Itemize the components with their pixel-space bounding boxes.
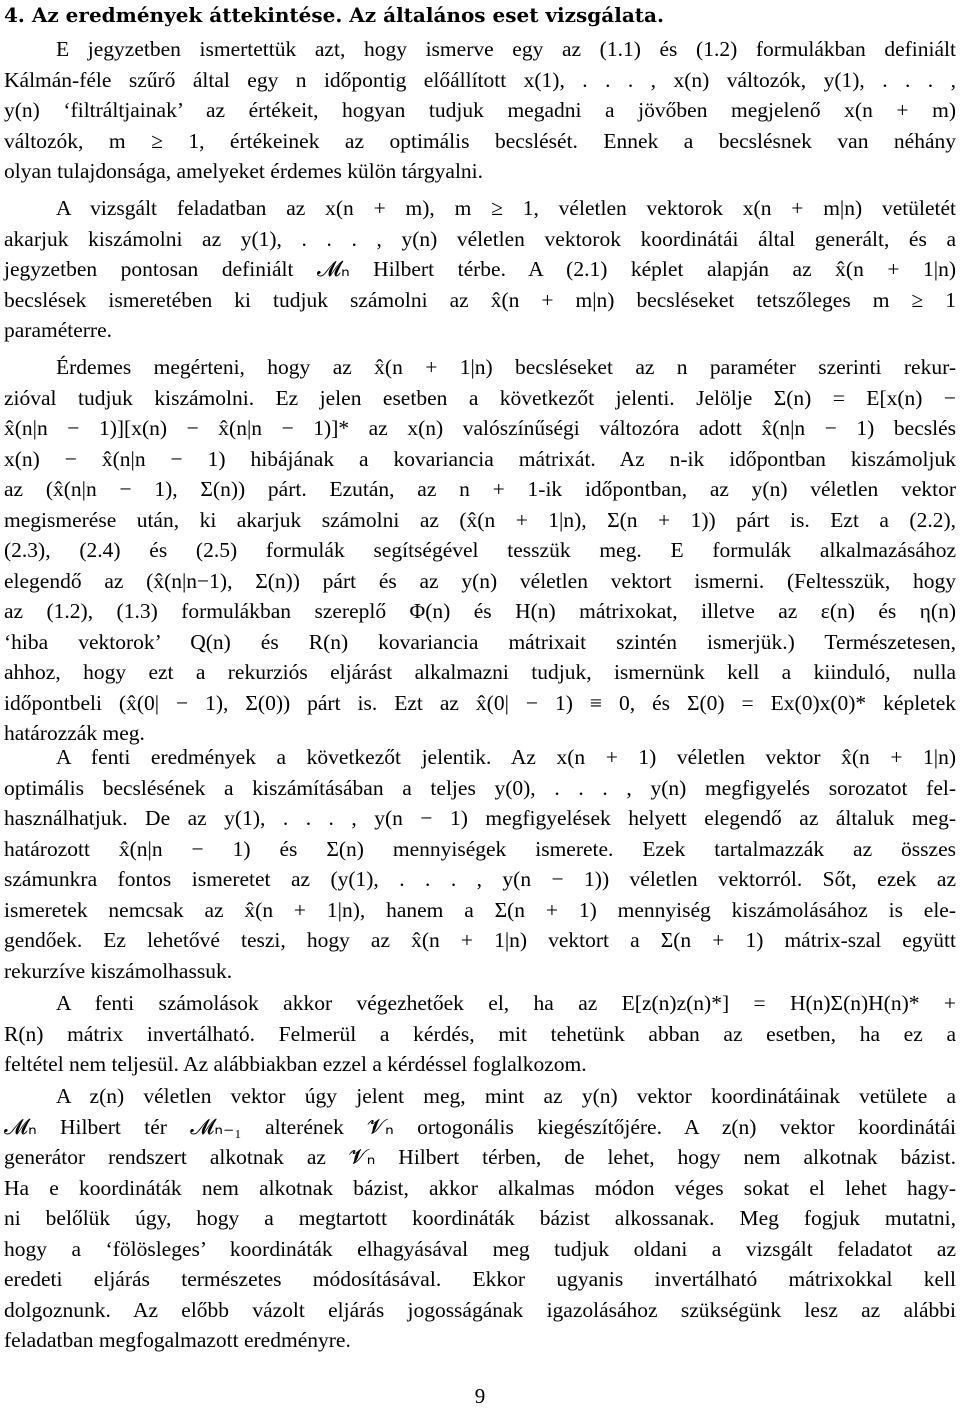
text-line: Ha e koordináták nem alkotnak bázist, akkor alkalmas módon véges sokat el lehet hagy- — [4, 1175, 956, 1200]
text-line: számunkra fontos ismeretet az (y(1), . . . , y(n − 1)) véletlen vektorról. Sőt, ezek az — [4, 867, 956, 891]
text-line: zióval tudjuk kiszámolni. Ez jelen esetben a következőt jelenti. Jelölje Σ(n) = E[x(n) − — [4, 385, 956, 410]
text-line: ‘hiba vektorok’ Q(n) és R(n) kovariancia mátrixait szintén ismerjük.) Természetesen, — [4, 629, 956, 654]
paragraph-5 — [4, 988, 956, 1080]
text-line: olyan tulajdonsága, amelyeket érdemes külön tárgyalni. — [4, 159, 484, 183]
text-line: feladatban megfogalmazott eredményre. — [4, 1328, 351, 1352]
text-line: A fenti számolások akkor végezhetőek el, ha az E[z(n)z(n)*] = H(n)Σ(n)H(n)* + — [56, 991, 956, 1015]
text-line: hogy a ‘fölösleges’ koordináták elhagyásával meg tudjuk oldani a vizsgált feladatot az — [4, 1236, 956, 1261]
text-line: R(n) mátrix invertálható. Felmerül a kérdés, mit tehetünk abban az esetben, ha ez a — [4, 1021, 956, 1046]
text-line: x̂(n|n − 1)][x(n) − x̂(n|n − 1)]* az x(n) valószínűségi változóra adott x̂(n|n − 1) becslés — [4, 416, 956, 440]
text-line: A vizsgált feladatban az x(n + m), m ≥ 1, véletlen vektorok x(n + m|n) vetületét — [56, 196, 956, 220]
text-line: jegyzetben pontosan definiált 𝓜ₙ Hilbert térbe. A (2.1) képlet alapján az x̂(n + 1|n) — [4, 257, 956, 281]
text-line: megismerése után, ki akarjuk számolni az (x̂(n + 1|n), Σ(n + 1)) párt is. Ezt a (2.2), — [4, 507, 956, 532]
text-line: gendőek. Ez lehetővé teszi, hogy az x̂(n + 1|n) vektort a Σ(n + 1) mátrix-szal együtt — [4, 928, 956, 952]
text-line: A fenti eredmények a következőt jelentik. Az x(n + 1) véletlen vektor x̂(n + 1|n) — [56, 745, 956, 769]
text-line: becslések ismeretében ki tudjuk számolni az x̂(n + m|n) becsléseket tetszőleges m ≥ 1 — [4, 287, 956, 312]
text-line: határozzák meg. — [4, 721, 145, 745]
text-line: ni belőlük úgy, hogy a megtartott koordináták bázist alkossanak. Meg fogjuk mutatni, — [4, 1206, 956, 1230]
text-line: optimális becslésének a kiszámításában a teljes y(0), . . . , y(n) megfigyelés sorozatot fel- — [4, 775, 956, 800]
text-line: időpontbeli (x̂(0| − 1), Σ(0)) párt is. Ezt az x̂(0| − 1) ≡ 0, és Σ(0) = Ex(0)x(0)* képletek — [4, 690, 956, 715]
text-line: az (1.2), (1.3) formulákban szereplő Φ(n) és H(n) mátrixokat, illetve az ε(n) és η(n) — [4, 599, 956, 623]
text-line: Érdemes megérteni, hogy az x̂(n + 1|n) becsléseket az n paraméter szerinti rekur- — [56, 355, 956, 379]
text-line: eredeti eljárás természetes módosításával. Ekkor ugyanis invertálható mátrixokkal kell — [4, 1267, 956, 1291]
text-line: x(n) − x̂(n|n − 1) hibájának a kovariancia mátrixát. Az n-ik időpontban kiszámoljuk — [4, 446, 956, 471]
text-line: rekurzíve kiszámolhassuk. — [4, 958, 233, 983]
text-line: 𝓜ₙ Hilbert tér 𝓜ₙ₋₁ alterének 𝓥ₙ ortogonális kiegészítőjére. A z(n) vektor koordinátái — [4, 1114, 956, 1139]
text-line: az (x̂(n|n − 1), Σ(n)) párt. Ezután, az n + 1-ik időpontban, az y(n) véletlen vektor — [4, 477, 956, 501]
paragraph-1 — [4, 34, 956, 187]
text-line: változók, m ≥ 1, értékeinek az optimális becslését. Ennek a becslésnek van néhány — [4, 128, 956, 153]
text-line: E jegyzetben ismertettük azt, hogy ismerve egy az (1.1) és (1.2) formulákban definiált — [56, 37, 956, 61]
text-line: Kálmán-féle szűrő által egy n időpontig előállított x(1), . . . , x(n) változók, y(1), . . . , — [4, 67, 956, 92]
paragraph-2 — [4, 193, 956, 346]
paragraph-4 — [4, 742, 956, 986]
text-line: paraméterre. — [4, 318, 113, 342]
paragraph-3 — [4, 352, 956, 749]
text-line: elegendő az (x̂(n|n−1), Σ(n)) párt és az y(n) véletlen vektort ismerni. (Feltesszük, hogy — [4, 568, 956, 593]
text-line: y(n) ‘filtráltjainak’ az értékeit, hogyan tudjuk megadni a jövőben megjelenő x(n + m) — [4, 98, 956, 122]
text-line: akarjuk kiszámolni az y(1), . . . , y(n) véletlen vektorok koordinátái által generált, és a — [4, 226, 956, 251]
text-line: (2.3), (2.4) és (2.5) formulák segítségével tesszük meg. E formulák alkalmazásához — [4, 538, 956, 562]
text-line: generátor rendszert alkotnak az 𝓥ₙ Hilbert térben, de lehet, hogy nem alkotnak bázist. — [4, 1145, 956, 1169]
text-line: ahhoz, hogy ezt a rekurziós eljárást alkalmazni tudjuk, ismernünk kell a kiinduló, nulla — [4, 660, 956, 684]
text-line: ismeretek nemcsak az x̂(n + 1|n), hanem a Σ(n + 1) mennyiség kiszámolásához is ele- — [4, 897, 956, 922]
paragraph-6 — [4, 1081, 956, 1356]
text-line: feltétel nem teljesül. Az alábbiakban ezzel a kérdéssel foglalkozom. — [4, 1052, 587, 1076]
section-heading: 4. Az eredmények áttekintése. Az általános eset vizsgálata. — [4, 3, 664, 27]
text-line: határozott x̂(n|n − 1) és Σ(n) mennyiségek ismerete. Ezek tartalmazzák az összes — [4, 836, 956, 861]
text-line: dolgoznunk. Az előbb vázolt eljárás jogosságának igazolásához szükségünk lesz az alábbi — [4, 1297, 956, 1322]
text-line: A z(n) véletlen vektor úgy jelent meg, mint az y(n) vektor koordinátáinak vetülete a — [56, 1084, 956, 1108]
page-number: 9 — [474, 1384, 486, 1408]
text-line: használhatjuk. De az y(1), . . . , y(n − 1) megfigyelések helyett elegendő az általuk meg- — [4, 806, 956, 830]
